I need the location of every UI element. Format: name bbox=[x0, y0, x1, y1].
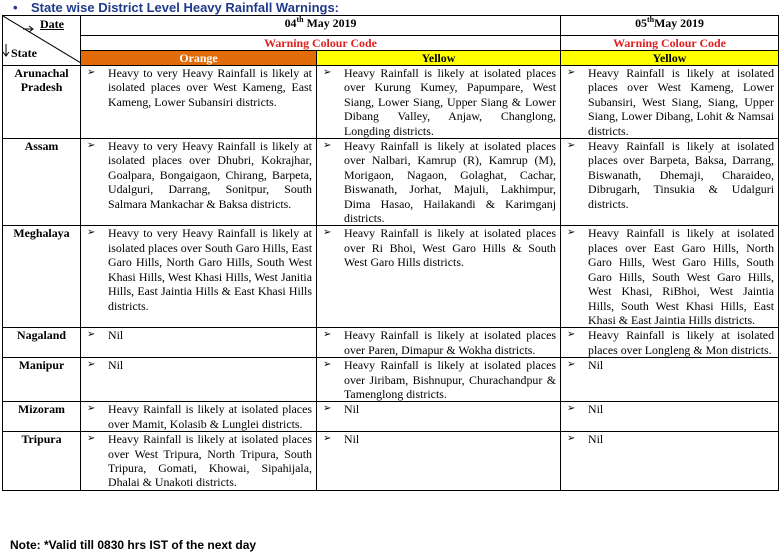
bullet-icon: • bbox=[13, 0, 18, 15]
arrow-bullet-icon: ➢ bbox=[87, 359, 96, 371]
footnote: Note: *Valid till 0830 hrs IST of the next day bbox=[10, 538, 257, 552]
table-row bbox=[3, 139, 779, 226]
arrow-bullet-icon: ➢ bbox=[323, 140, 332, 152]
arrow-bullet-icon: ➢ bbox=[87, 140, 96, 152]
arrow-bullet-icon: ➢ bbox=[87, 403, 96, 415]
date-label: Date bbox=[40, 17, 64, 31]
table-row bbox=[3, 402, 779, 432]
day2-warning-cell: ➢ Nil bbox=[561, 358, 779, 402]
table-row bbox=[3, 358, 779, 402]
table-row bbox=[3, 432, 779, 491]
day1-date-header: 04th May 2019 bbox=[81, 16, 561, 36]
arrow-bullet-icon: ➢ bbox=[567, 140, 576, 152]
arrow-bullet-icon: ➢ bbox=[567, 329, 576, 341]
heading-text: State wise District Level Heavy Rainfall Warnings: bbox=[31, 0, 340, 15]
arrow-bullet-icon: ➢ bbox=[567, 227, 576, 239]
arrow-bullet-icon: ➢ bbox=[567, 433, 576, 445]
arrow-bullet-icon: ➢ bbox=[87, 227, 96, 239]
day2-yellow-column-header: Yellow bbox=[561, 51, 779, 66]
arrow-bullet-icon: ➢ bbox=[87, 67, 96, 78]
day2-date-header: 05thMay 2019 bbox=[561, 16, 779, 36]
orange-warning-cell: ➢ Heavy to very Heavy Rainfall is likely at isolated places over West Kameng, East Kameng, Lower Subansiri districts. bbox=[81, 66, 317, 139]
state-name: Meghalaya bbox=[3, 226, 81, 328]
arrow-bullet-icon: ➢ bbox=[87, 433, 96, 445]
day2-warning-cell: ➢ Heavy Rainfall is likely at isolated places over Barpeta, Baksa, Darrang, Biswanath, Dhemaji, Charaideo, Dibrugarh, Tinsukia & Udalguri districts. bbox=[561, 139, 779, 226]
yellow-warning-cell: ➢ Heavy Rainfall is likely at isolated places over Ri Bhoi, West Garo Hills & South West Garo Hills districts. bbox=[317, 226, 561, 328]
yellow-warning-cell: ➢ Heavy Rainfall is likely at isolated places over Jiribam, Bishnupur, Churachandpur & Tamenglong districts. bbox=[317, 358, 561, 402]
day1-warning-code-header: Warning Colour Code bbox=[81, 36, 561, 51]
yellow-warning-cell: ➢ Nil bbox=[317, 402, 561, 432]
orange-warning-cell: ➢ Nil bbox=[81, 358, 317, 402]
arrow-bullet-icon: ➢ bbox=[323, 359, 332, 371]
arrow-bullet-icon: ➢ bbox=[567, 67, 576, 78]
arrow-bullet-icon: ➢ bbox=[323, 403, 332, 415]
day2-warning-cell: ➢ Nil bbox=[561, 402, 779, 432]
arrow-bullet-icon: ➢ bbox=[323, 329, 332, 341]
yellow-column-header: Yellow bbox=[317, 51, 561, 66]
arrow-bullet-icon: ➢ bbox=[567, 359, 576, 371]
orange-warning-cell: ➢ Heavy Rainfall is likely at isolated places over Mamit, Kolasib & Lunglei districts. bbox=[81, 402, 317, 432]
arrow-bullet-icon: ➢ bbox=[87, 329, 96, 341]
arrow-bullet-icon: ➢ bbox=[567, 403, 576, 415]
table-row bbox=[3, 66, 779, 139]
state-name: Tripura bbox=[3, 432, 81, 491]
state-name: Assam bbox=[3, 139, 81, 226]
day2-warning-code-header: Warning Colour Code bbox=[561, 36, 779, 51]
day2-warning-cell: ➢ Heavy Rainfall is likely at isolated places over East Garo Hills, North Garo Hills, West Garo Hills, South Garo Hills, South West Garo Hills, West Khasi, RiBhoi, West Jaintia Hills, South West Khasi Hills, East Khasi & East Jaintia Hills districts. bbox=[561, 226, 779, 328]
orange-warning-cell: ➢ Heavy Rainfall is likely at isolated places over West Tripura, North Tripura, South Tripura, Gomati, Khowai, Sipahijala, Dhalai & Unakoti districts. bbox=[81, 432, 317, 491]
rainfall-warning-table bbox=[2, 15, 779, 491]
yellow-warning-cell: ➢ Heavy Rainfall is likely at isolated places over Kurung Kumey, Papumpare, West Siang, Lower Siang, Upper Siang & Lower Dibang Valley, Anjaw, Changlong, Longding districts. bbox=[317, 66, 561, 139]
state-name: Nagaland bbox=[3, 328, 81, 358]
state-name: Arunachal Pradesh bbox=[3, 66, 81, 139]
orange-warning-cell: ➢ Nil bbox=[81, 328, 317, 358]
yellow-warning-cell: ➢ Nil bbox=[317, 432, 561, 491]
day2-warning-cell: ➢ Heavy Rainfall is likely at isolated places over Longleng & Mon districts. bbox=[561, 328, 779, 358]
yellow-warning-cell: ➢ Heavy Rainfall is likely at isolated places over Paren, Dimapur & Wokha districts. bbox=[317, 328, 561, 358]
state-name: Manipur bbox=[3, 358, 81, 402]
arrow-bullet-icon: ➢ bbox=[323, 227, 332, 239]
arrow-bullet-icon: ➢ bbox=[323, 433, 332, 445]
day2-warning-cell: ➢ Nil bbox=[561, 432, 779, 491]
table-row bbox=[3, 328, 779, 358]
arrow-bullet-icon: ➢ bbox=[323, 67, 332, 78]
state-name: Mizoram bbox=[3, 402, 81, 432]
day2-warning-cell: ➢ Heavy Rainfall is likely at isolated places over West Kameng, Lower Subansiri, West Siang, Siang, Upper Siang, Lower Dibang, Lohit & Namsai districts. bbox=[561, 66, 779, 139]
yellow-warning-cell: ➢ Heavy Rainfall is likely at isolated places over Nalbari, Kamrup (R), Kamrup (M), Morigaon, Nagaon, Golaghat, Cachar, Biswanath, Jorhat, Majuli, Lakhimpur, Dima Hasao, Hailakandi & Karimganj districts. bbox=[317, 139, 561, 226]
orange-warning-cell: ➢ Heavy to very Heavy Rainfall is likely at isolated places over Dhubri, Kokrajhar, Goalpara, Bongaigaon, Chirang, Barpeta, Udalguri, Darrang, Sonitpur, South Salmara Mankachar & Baksa districts. bbox=[81, 139, 317, 226]
state-label: State bbox=[11, 45, 37, 60]
date-state-header bbox=[3, 16, 81, 66]
page-heading bbox=[13, 0, 339, 16]
orange-warning-cell: ➢ Heavy to very Heavy Rainfall is likely at isolated places over South Garo Hills, East Garo Hills, North Garo Hills, South West Khasi Hills, West Khasi Hills, West Janitia Hills, East Jaintia Hills & East Khasi Hills districts. bbox=[81, 226, 317, 328]
table-row bbox=[3, 226, 779, 328]
orange-column-header: Orange bbox=[81, 51, 317, 66]
